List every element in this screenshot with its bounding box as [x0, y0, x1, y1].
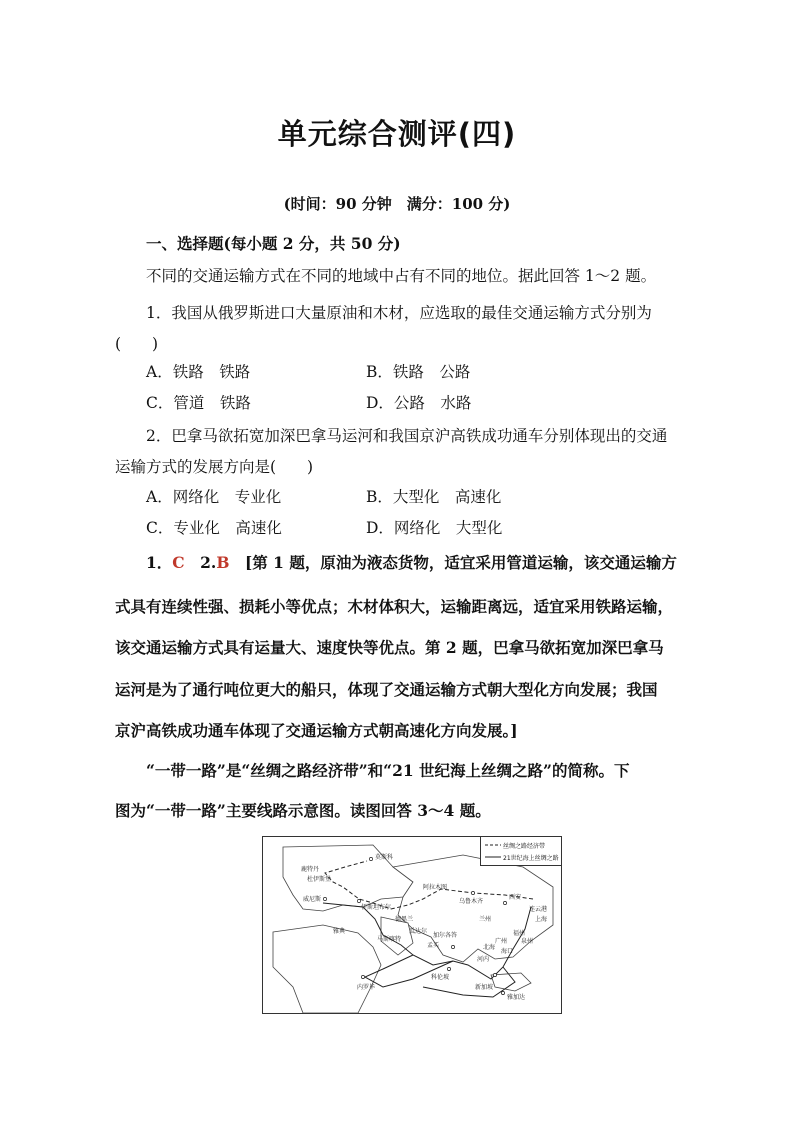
southeast-asia-islands: [491, 973, 531, 991]
city-dot-venice: [323, 897, 326, 900]
map-label-tehran: 德黑兰: [395, 916, 414, 923]
map-label-shanghai: 上海: [535, 916, 548, 923]
answer-line-5: 京沪高铁成功通车体现了交通运输方式朝高速化方向发展。]: [115, 721, 518, 740]
page-title: 单元综合测评(四): [277, 117, 517, 151]
map-label-istanbul: 伊斯坦布尔: [361, 904, 392, 911]
map-legend: [480, 837, 561, 866]
map-label-guangzhou: 广州: [495, 938, 508, 945]
map-label-athens: 雅典: [333, 928, 346, 935]
question-2-option-d: D．网络化 大型化: [366, 519, 503, 537]
map-intro-line-1: “一带一路”是“丝绸之路经济带”和“21 世纪海上丝绸之路”的简称。下: [146, 761, 630, 780]
map-label-duisburg: 杜伊斯堡: [307, 876, 332, 883]
map-label-urumqi: 乌鲁木齐: [459, 898, 484, 905]
answer-number-2: 2.: [184, 553, 217, 572]
question-1-option-d: D．公路 水路: [366, 394, 472, 412]
map-label-moscow: 莫斯科: [375, 854, 394, 861]
city-dot-kolkata: [451, 945, 454, 948]
city-dot-urumqi: [471, 891, 474, 894]
legend-label-maritime-road: 21世纪海上丝绸之路: [503, 855, 559, 862]
answer-line-2: 式具有连续性强、损耗小等优点；木材体积大，运输距离远，适宜采用铁路运输，: [115, 597, 674, 616]
question-2-option-b: B．大型化 高速化: [366, 488, 502, 506]
city-dot-singapore: [493, 973, 496, 976]
city-dot-moscow: [369, 857, 372, 860]
map-label-nairobi: 内罗毕: [357, 984, 376, 991]
map-label-jakarta: 雅加达: [507, 994, 526, 1001]
question-2-stem: 2．巴拿马欲拓宽加深巴拿马运河和我国京沪高铁成功通车分别体现出的交通: [146, 427, 668, 445]
map-label-kolkata: 加尔各答: [433, 932, 458, 939]
belt-and-road-map: [262, 836, 562, 1014]
map-label-fuzhou: 福州: [513, 930, 526, 937]
answer-2-value: B: [216, 553, 230, 572]
africa-landmass: [273, 925, 381, 1013]
map-intro-line-2: 图为“一带一路”主要线路示意图。读图回答 3～4 题。: [115, 801, 491, 820]
map-label-beihai: 北海: [483, 944, 496, 951]
map-label-mumbai: 孟买: [427, 942, 440, 949]
map-label-venice: 威尼斯: [303, 896, 322, 903]
map-label-gwadar: 瓜达尔: [409, 928, 428, 935]
city-dot-xian: [503, 901, 506, 904]
question-1-option-b: B．铁路 公路: [366, 363, 471, 381]
question-2-option-a: A．网络化 专业化: [146, 488, 282, 506]
city-dot-istanbul: [357, 899, 360, 902]
answer-1-value: C: [172, 553, 185, 572]
map-label-almaty: 阿拉木图: [423, 884, 448, 891]
answer-explanation-start: [第 1 题，原油为液态货物，适宜采用管道运输，该交通运输方: [229, 553, 677, 572]
question-1-bracket: ( ): [115, 335, 159, 353]
map-label-singapore: 新加坡: [475, 984, 494, 991]
legend-line-swatches: [483, 837, 503, 865]
question-2-stem-cont: 运输方式的发展方向是( ): [115, 458, 314, 476]
map-label-lanzhou: 兰州: [479, 916, 492, 923]
map-label-hanoi: 河内: [477, 956, 490, 963]
answer-line-3: 该交通运输方式具有运量大、速度快等优点。第 2 题，巴拿马欲拓宽加深巴拿马: [115, 638, 664, 657]
map-label-quanzhou: 泉州: [521, 938, 534, 945]
question-1-stem: 1．我国从俄罗斯进口大量原油和木材，应选取的最佳交通运输方式分别为: [146, 304, 652, 322]
question-1-option-c: C．管道 铁路: [146, 394, 251, 412]
map-label-rotterdam: 鹿特丹: [301, 866, 320, 873]
map-label-muscat: 马斯喀特: [377, 936, 402, 943]
answer-line-1: [146, 553, 677, 573]
question-intro: 不同的交通运输方式在不同的地域中占有不同的地位。据此回答 1～2 题。: [146, 267, 657, 285]
question-2-option-c: C．专业化 高速化: [146, 519, 282, 537]
map-label-lianyungang: 连云港: [529, 906, 548, 913]
legend-label-economic-belt: 丝绸之路经济带: [503, 843, 546, 850]
section-heading: 一、选择题(每小题 2 分，共 50 分): [146, 234, 401, 253]
city-dot-colombo: [447, 967, 450, 970]
question-1-option-a: A．铁路 铁路: [146, 363, 251, 381]
city-dot-jakarta: [501, 991, 504, 994]
exam-info: (时间：90 分钟 满分：100 分): [283, 195, 511, 213]
map-label-haikou: 海口: [501, 948, 514, 955]
map-label-xian: 西安: [509, 894, 522, 901]
city-dot-nairobi: [361, 975, 364, 978]
map-label-colombo: 科伦坡: [431, 974, 450, 981]
answer-number-1: 1．: [146, 553, 173, 572]
answer-line-4: 运河是为了通行吨位更大的船只，体现了交通运输方式朝大型化方向发展；我国: [115, 680, 658, 699]
